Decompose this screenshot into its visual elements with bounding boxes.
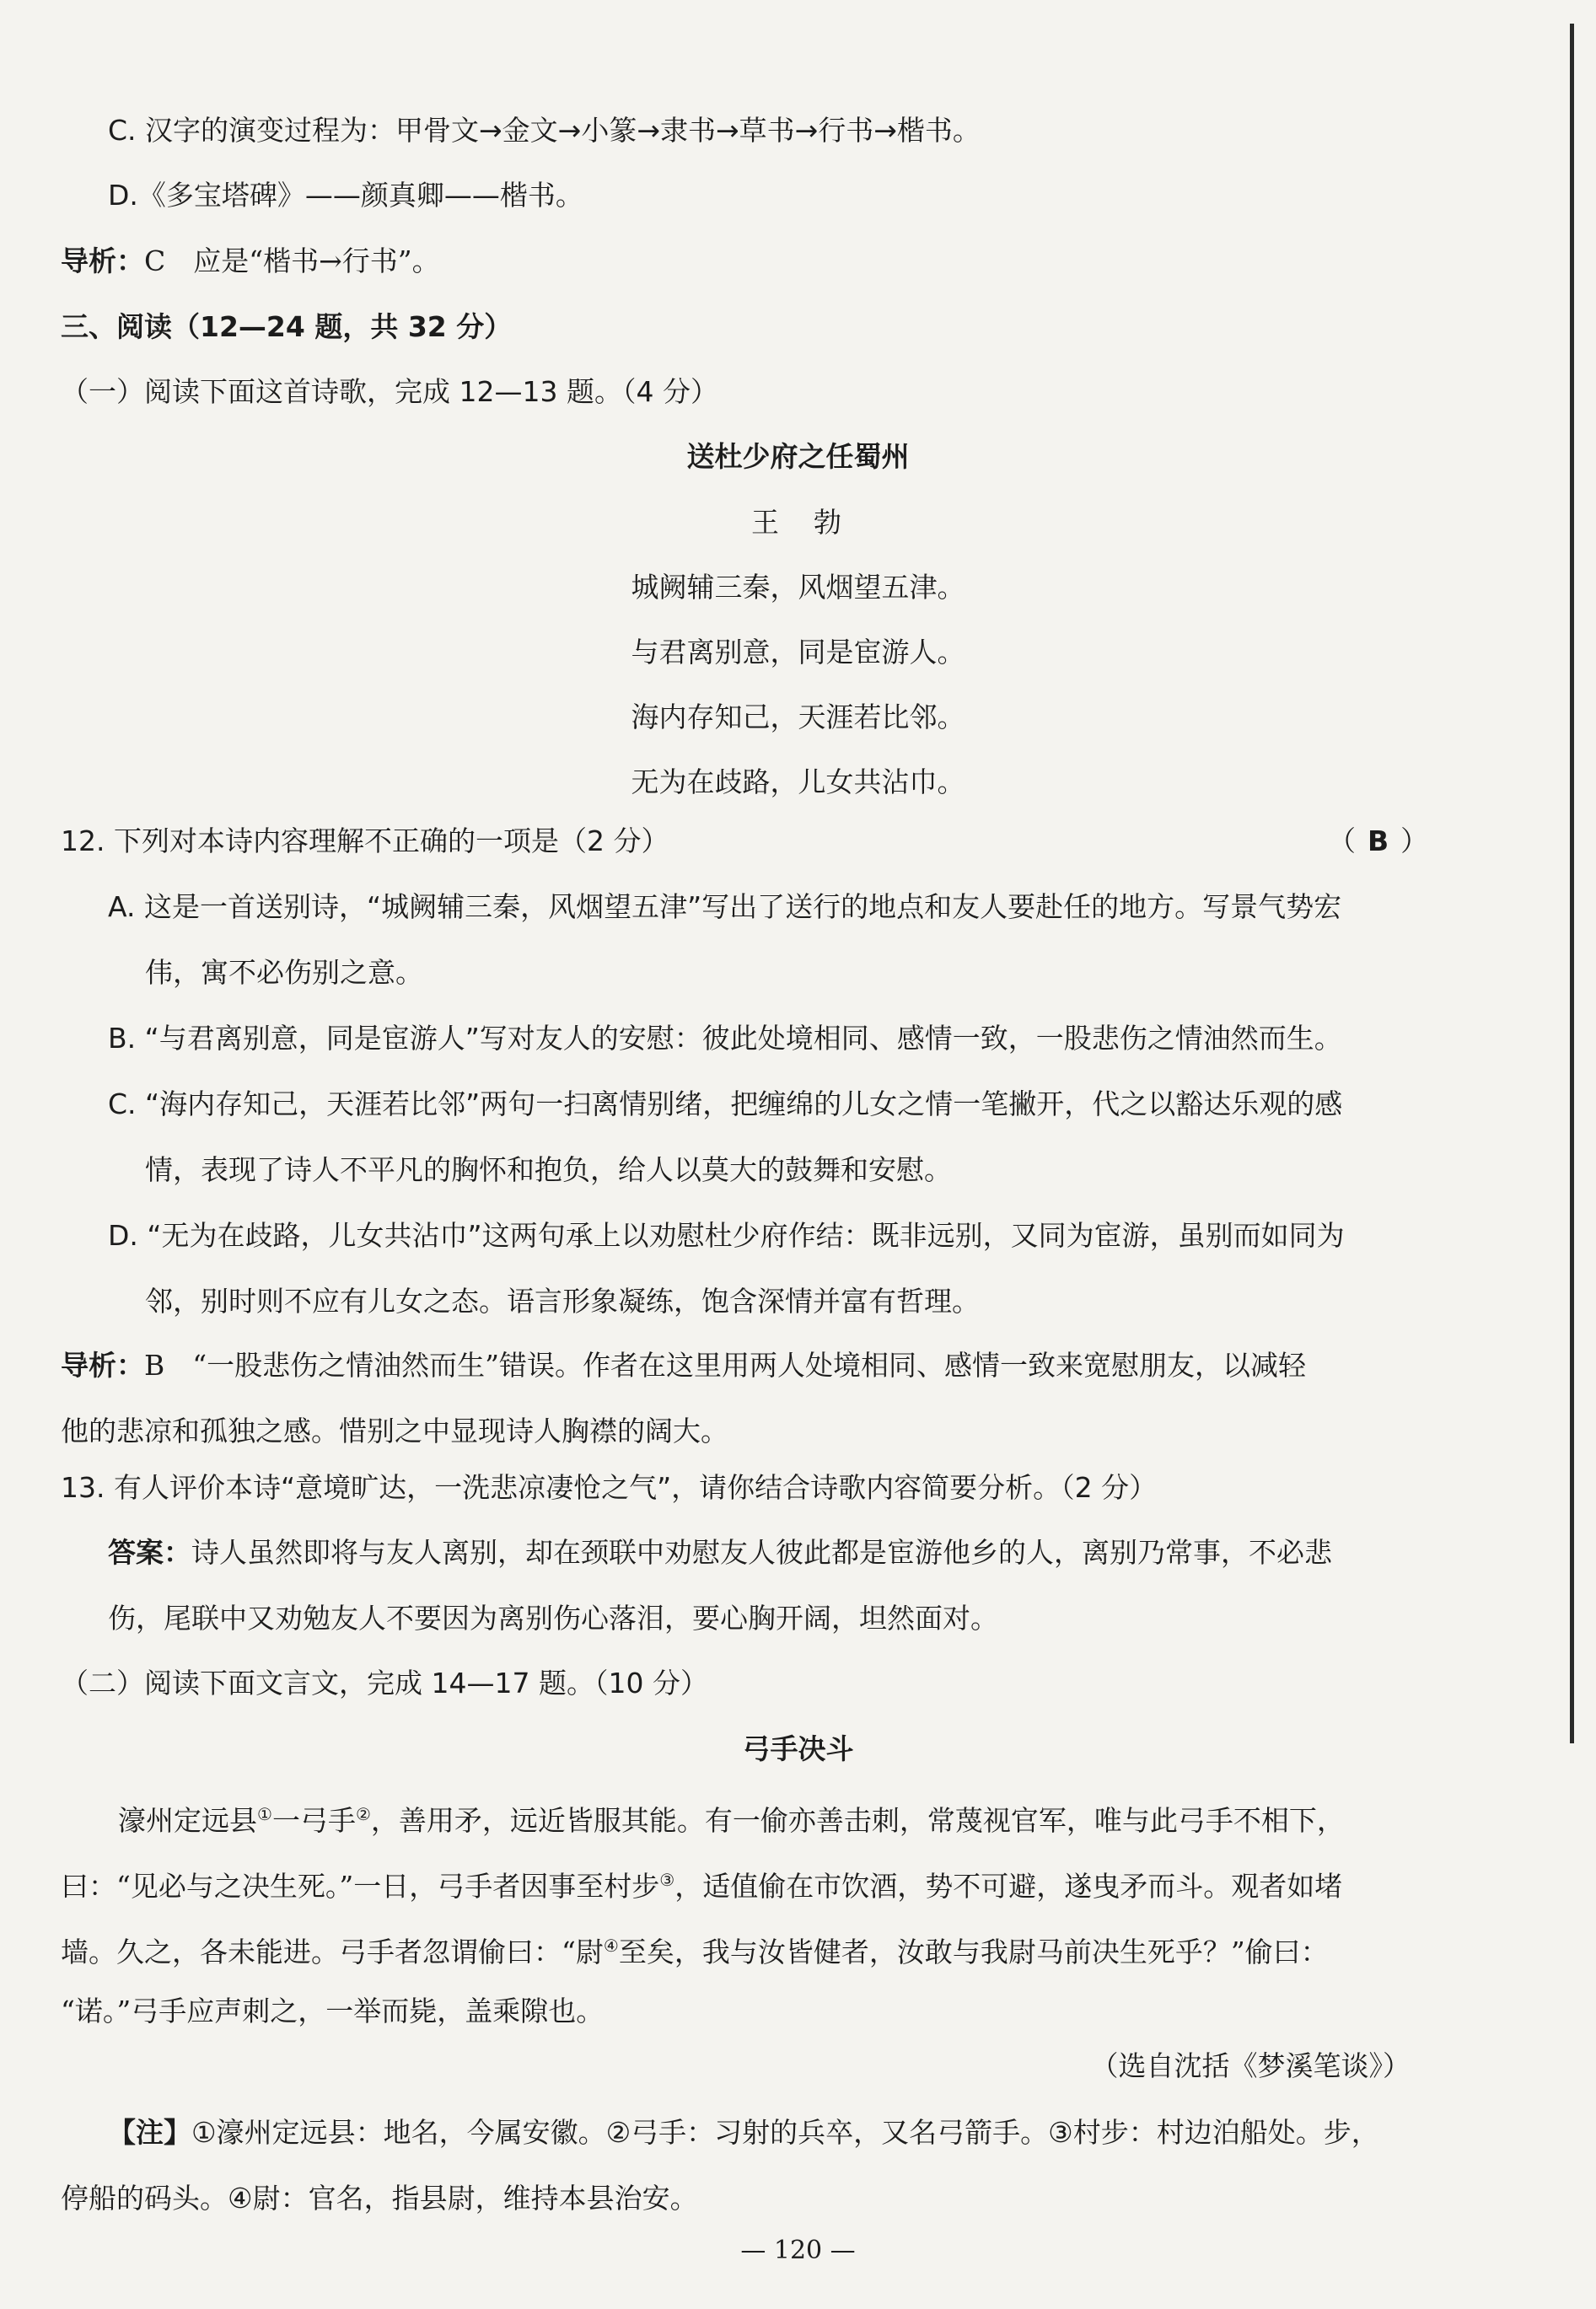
- notes-line-2: 停船的码头。④尉：官名，指县尉，维持本县治安。: [61, 2182, 698, 2215]
- section-1-instruction: （一）阅读下面这首诗歌，完成 12—13 题。（4 分）: [61, 375, 718, 408]
- q12-analysis-line-1: [61, 1349, 1306, 1383]
- answer-letter: B: [1368, 824, 1389, 857]
- footnote-ref-2: ②: [355, 1804, 371, 1824]
- answer-text: 诗人虽然即将与友人离别，却在颈联中劝慰友人彼此都是宦游他乡的人，离别乃常事，不必悲: [191, 1536, 1332, 1569]
- q12-option-c-line-2: 情，表现了诗人不平凡的胸怀和抱负，给人以莫大的鼓舞和安慰。: [145, 1153, 952, 1186]
- prose-title: 弓手决斗: [742, 1732, 854, 1765]
- question-13: 13. 有人评价本诗“意境旷达，一洗悲凉凄怆之气”，请你结合诗歌内容简要分析。（2 分）: [61, 1471, 1158, 1504]
- q12-option-a-line-1: A. 这是一首送别诗，“城阙辅三秦，风烟望五津”写出了送行的地点和友人要赴任的地方。写景气势宏: [108, 890, 1342, 923]
- q12-option-b: B. “与君离别意，同是宦游人”写对友人的安慰：彼此处境相同、感情一致，一股悲伤之情油然而生。: [108, 1022, 1342, 1055]
- poem-title: 送杜少府之任蜀州: [686, 440, 910, 473]
- notes-label: 【注】: [108, 2116, 191, 2149]
- q12-analysis-line-2: 他的悲凉和孤独之感。惜别之中显现诗人胸襟的阔大。: [61, 1415, 728, 1447]
- q12-option-c-line-1: C. “海内存知己，天涯若比邻”两句一扫离情别绪，把缠绵的儿女之情一笔撇开，代之以豁达乐观的感: [108, 1087, 1343, 1120]
- poem-line-4: 无为在歧路，儿女共沾巾。: [631, 765, 965, 798]
- footnote-ref-3: ③: [659, 1870, 675, 1890]
- q12-option-a-line-2: 伟，寓不必伤别之意。: [145, 956, 423, 989]
- option-c-line: C. 汉字的演变过程为：甲骨文→金文→小篆→隶书→草书→行书→楷书。: [108, 114, 981, 147]
- prose-text: 至矣，我与汝皆健者，汝敢与我尉马前决生死乎？”偷曰：: [618, 1936, 1329, 1968]
- footnote-ref-4: ④: [603, 1936, 619, 1956]
- prose-text: 曰：“见必与之决生死。”一日，弓手者因事至村步: [61, 1870, 660, 1903]
- section-2-instruction: （二）阅读下面文言文，完成 14—17 题。（10 分）: [61, 1667, 708, 1700]
- notes-text: ①濠州定远县：地名，今属安徽。②弓手：习射的兵卒，又名弓箭手。③村步：村边泊船处。步，: [191, 2116, 1379, 2149]
- option-d-line: D.《多宝塔碑》——颜真卿——楷书。: [108, 179, 583, 212]
- analysis-11: [61, 244, 440, 278]
- poem-line-2: 与君离别意，同是宦游人。: [631, 636, 965, 669]
- page-edge-line: [1570, 24, 1574, 1743]
- prose-line-4: “诺。”弓手应声刺之，一举而毙，盖乘隙也。: [61, 1995, 605, 2027]
- analysis-text: B “一股悲伤之情油然而生”错误。作者在这里用两人处境相同、感情一致来宽慰朋友，以减轻: [144, 1349, 1306, 1382]
- prose-line-3: [61, 1929, 1329, 1969]
- section-heading-reading: 三、阅读（12—24 题，共 32 分）: [61, 310, 513, 343]
- page-number: — 120 —: [740, 2236, 856, 2265]
- question-12-answer: [1328, 824, 1428, 858]
- prose-text: 墙。久之，各未能进。弓手者忽谓偷曰：“尉: [61, 1936, 604, 1968]
- poem-line-1: 城阙辅三秦，风烟望五津。: [631, 571, 965, 604]
- question-12: 12. 下列对本诗内容理解不正确的一项是（2 分）: [61, 824, 669, 857]
- notes-line-1: [108, 2116, 1379, 2150]
- analysis-text: C 应是“楷书→行书”。: [144, 244, 440, 277]
- q12-option-d-line-1: D. “无为在歧路，儿女共沾巾”这两句承上以劝慰杜少府作结：既非远别，又同为宦游，虽别而如同为: [108, 1219, 1345, 1252]
- analysis-label: 导析：: [61, 244, 144, 277]
- answer-open-paren: （: [1328, 824, 1356, 857]
- prose-text: ，善用矛，远近皆服其能。有一偷亦善击刺，常蔑视官军，唯与此弓手不相下，: [370, 1804, 1345, 1837]
- prose-line-2: [61, 1863, 1342, 1904]
- poem-author: 王 勃: [751, 506, 845, 539]
- source-citation: （选自沈括《梦溪笔谈》）: [1090, 2049, 1411, 2082]
- q13-answer-line-2: 伤，尾联中又劝勉友人不要因为离别伤心落泪，要心胸开阔，坦然面对。: [108, 1602, 998, 1635]
- prose-text: ，适值偷在市饮酒，势不可避，遂曳矛而斗。观者如堵: [674, 1870, 1343, 1903]
- q12-option-d-line-2: 邻，别时则不应有儿女之态。语言形象凝练，饱含深情并富有哲理。: [145, 1285, 980, 1318]
- analysis-label: 导析：: [61, 1349, 144, 1382]
- q13-answer-line-1: [108, 1536, 1332, 1570]
- prose-text: 一弓手: [271, 1804, 356, 1837]
- answer-close-paren: ）: [1400, 824, 1429, 857]
- prose-line-1: [118, 1797, 1345, 1838]
- poem-line-3: 海内存知己，天涯若比邻。: [631, 701, 965, 733]
- prose-text: 濠州定远县: [118, 1804, 257, 1837]
- footnote-ref-1: ①: [257, 1804, 272, 1824]
- answer-label: 答案：: [108, 1536, 191, 1569]
